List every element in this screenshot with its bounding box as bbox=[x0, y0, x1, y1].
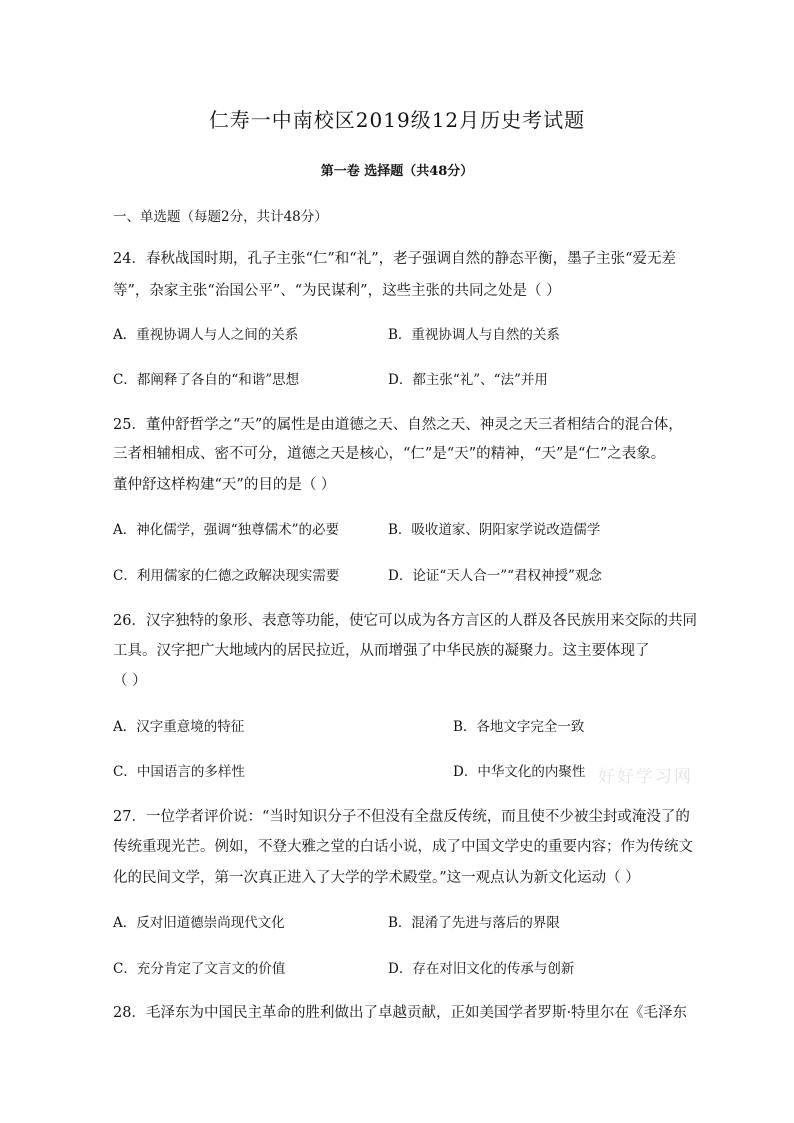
q27-stem-line-2: 传统重现光芒。例如，不登大雅之堂的白话小说，成了中国文学史的重要内容；作为传统文 bbox=[113, 839, 693, 855]
q24-option-d: D．都主张“礼”、“法”并用 bbox=[388, 372, 548, 388]
q26-option-b: B．各地文字完全一致 bbox=[453, 719, 585, 735]
q28-stem-line-1: 28．毛泽东为中国民主革命的胜利做出了卓越贡献，正如美国学者罗斯·特里尔在《毛泽东 bbox=[113, 1005, 688, 1021]
q25-option-b: B．吸收道家、阴阳家学说改造儒学 bbox=[388, 522, 601, 538]
q27-option-a: A．反对旧道德崇尚现代文化 bbox=[113, 915, 285, 931]
q26-stem-line-3: （ ） bbox=[113, 673, 147, 689]
q25-stem-line-2: 三者相辅相成、密不可分，道德之天是核心，“仁”是“天”的精神，“天”是“仁”之表象。 bbox=[113, 446, 666, 462]
q27-option-d: D．存在对旧文化的传承与创新 bbox=[388, 961, 575, 977]
q25-stem-line-3: 董仲舒这样构建“天”的目的是（ ） bbox=[113, 477, 336, 493]
q25-stem-line-1: 25．董仲舒哲学之“天”的属性是由道德之天、自然之天、神灵之天三者相结合的混合体， bbox=[113, 417, 683, 433]
section-heading: 一、单选题（每题2分，共计48分） bbox=[113, 209, 328, 225]
q27-stem-line-3: 化的民间文学，第一次真正进入了大学的学术殿堂。”这一观点认为新文化运动（ ） bbox=[113, 870, 640, 886]
q26-option-a: A．汉字重意境的特征 bbox=[113, 719, 245, 735]
q24-stem-line-2: 等”，杂家主张“治国公平”、“为民谋利”，这些主张的共同之处是（ ） bbox=[113, 283, 561, 299]
q24-option-b: B．重视协调人与自然的关系 bbox=[388, 327, 560, 343]
q26-stem-line-1: 26．汉字独特的象形、表意等功能，使它可以成为各方言区的人群及各民族用来交际的共同 bbox=[113, 613, 697, 629]
q27-option-b: B．混淆了先进与落后的界限 bbox=[388, 915, 560, 931]
q26-option-c: C．中国语言的多样性 bbox=[113, 764, 245, 780]
q27-stem-line-1: 27．一位学者评价说：“当时知识分子不但没有全盘反传统，而且使不少被尘封或淹没了的 bbox=[113, 809, 690, 825]
exam-title: 仁寿一中南校区2019级12月历史考试题 bbox=[208, 108, 586, 132]
q26-stem-line-2: 工具。汉字把广大地域内的居民拉近，从而增强了中华民族的凝聚力。这主要体现了 bbox=[113, 643, 650, 659]
q24-option-a: A．重视协调人与人之间的关系 bbox=[113, 327, 299, 343]
q25-option-a: A．神化儒学，强调“独尊儒术”的必要 bbox=[113, 522, 340, 538]
q27-option-c: C．充分肯定了文言文的价值 bbox=[113, 961, 286, 977]
q25-option-c: C．利用儒家的仁德之政解决现实需要 bbox=[113, 568, 340, 584]
q26-option-d: D．中华文化的内聚性 bbox=[453, 764, 586, 780]
q25-option-d: D．论证“天人合一”“君权神授”观念 bbox=[388, 568, 602, 584]
q24-option-c: C．都阐释了各自的“和谐”思想 bbox=[113, 372, 300, 388]
part-heading: 第一卷 选择题（共48分） bbox=[320, 164, 474, 179]
q24-stem-line-1: 24．春秋战国时期，孔子主张“仁”和“礼”，老子强调自然的静态平衡，墨子主张“爱无差 bbox=[113, 251, 677, 267]
watermark: 好好学习网 bbox=[598, 767, 693, 787]
